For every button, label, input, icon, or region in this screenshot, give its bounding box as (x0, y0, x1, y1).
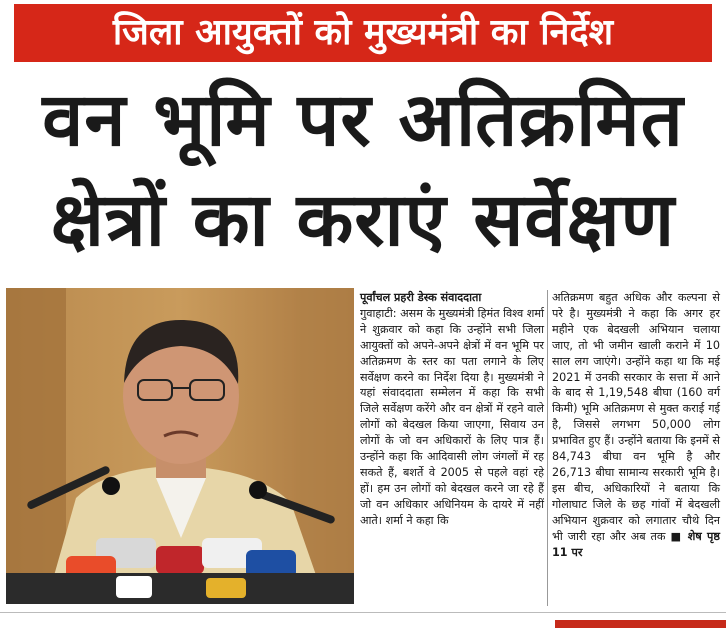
article-column-2 (552, 290, 720, 560)
continued-note: ■ शेष पृष्ठ 11 पर (552, 529, 720, 559)
section-banner: जिला आयुक्तों को मुख्यमंत्री का निर्देश (14, 4, 712, 62)
article-text-2: अतिक्रमण बहुत अधिक और कल्पना से परे है। मुख्यमंत्री ने कहा कि अगर हर महीने एक बेदखली अभियान चलाया जाए, तो भी जमीन खाली कराने में 10 साल लग जाएंगे। उन्होंने कहा था कि मई 2021 में उनकी सरकार के सत्ता में आने के बाद से 1,19,548 बीघा (160 वर्ग किमी) भूमि अतिक्रमण से मुक्त कराई गई है, जिससे लगभग 50,000 लोग प्रभावित हुए हैं। उन्होंने बताया कि इनमें से 84,743 बीघा वन भूमि है और 26,713 बीघा सामान्य सरकारी भूमि है। इस बीच, अधिकारियों ने बताया कि गोलाघाट जिले के छह गांवों में बेदखली अभियान शुक्रवार को लगातार चौथे दिन भी जारी रहा और अब तक (552, 291, 720, 543)
headline-line-1: वन भूमि पर अतिक्रमित (42, 77, 684, 163)
next-story-bar (555, 620, 726, 628)
news-photo (6, 288, 354, 604)
column-divider (547, 290, 548, 606)
article-column-1 (360, 290, 544, 529)
byline: पूर्वांचल प्रहरी डेस्क संवाददाता (360, 291, 482, 304)
article-text-1: गुवाहाटी: असम के मुख्यमंत्री हिमंत विश्व शर्मा ने शुक्रवार को कहा कि उन्होंने सभी जिला आयुक्तों को अपने-अपने क्षेत्रों में वन भूमि पर अतिक्रमण के स्तर का पता लगाने के लिए सर्वेक्षण करने का निर्देश दिया है। मुख्यमंत्री ने यहां संवाददाता सम्मेलन में कहा कि सभी जिले सर्वेक्षण करेंगे और वन क्षेत्रों में रहने वाले लोगों को बेदखल किया जाएगा, सिवाय उन लोगों के जो वन अधिकारों के लिए पात्र हैं। उन्होंने कहा कि आदिवासी लोग जंगलों में रह सकते हैं, बशर्ते वे 2005 से पहले वहां रहे हों। हम उन लोगों को बेदखल करने जा रहे हैं जो वन अधिकार अधिनियम के दायरे में नहीं आते। शर्मा ने कहा कि (360, 306, 544, 527)
page-divider (0, 612, 726, 613)
headline-line-2: क्षेत्रों का कराएं सर्वेक्षण (50, 177, 676, 263)
